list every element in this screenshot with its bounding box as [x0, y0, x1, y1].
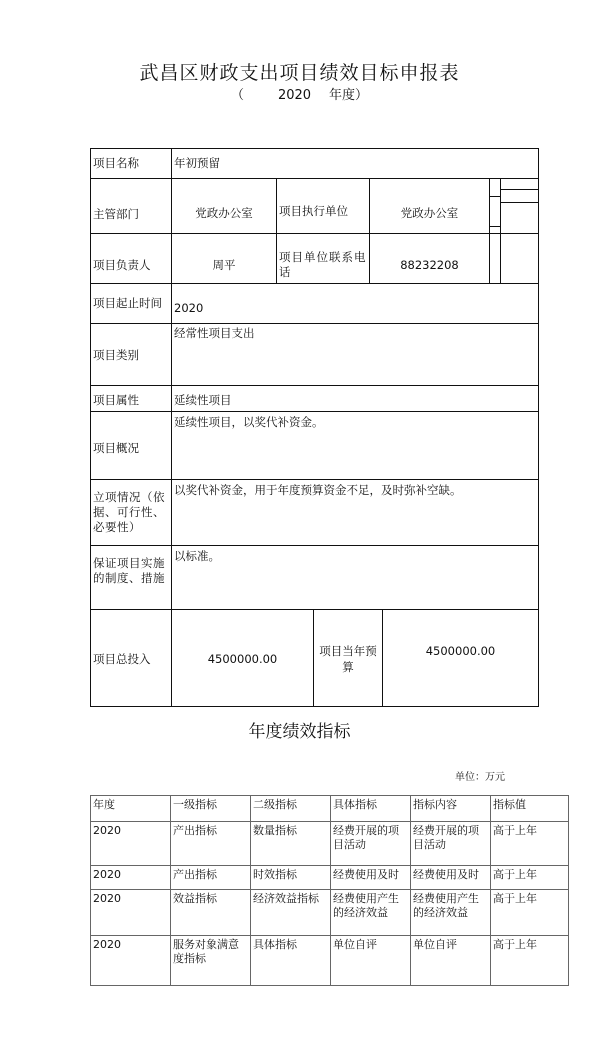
- dept-label: 主管部门: [93, 207, 139, 221]
- guarantee-value: 以标准。: [174, 549, 220, 563]
- table-cell: 时效指标: [251, 866, 331, 890]
- basis-label: 立项情况（依据、可行性、必要性）: [93, 490, 165, 534]
- overview-value: 延续性项目，以奖代补资金。: [174, 415, 324, 429]
- label-divider: [171, 148, 172, 707]
- table-cell: 经济效益指标: [251, 890, 331, 936]
- table-cell: 2020: [91, 936, 171, 986]
- header-cell: 一级指标: [171, 796, 251, 822]
- guarantee-label: 保证项目实施的制度、措施: [93, 556, 165, 585]
- table-header-row: [91, 796, 569, 822]
- category-value: 经常性项目支出: [174, 326, 255, 340]
- attribute-label: 项目属性: [93, 393, 139, 407]
- year-value: 2020: [277, 88, 312, 103]
- year-invest-value: 4500000.00: [425, 644, 496, 658]
- row-divider: [90, 178, 539, 179]
- table-row: [91, 822, 569, 866]
- year-line: [0, 84, 599, 103]
- overview-label: 项目概况: [93, 441, 139, 455]
- cell-divider: [500, 178, 501, 283]
- performance-table: [90, 795, 569, 986]
- table-row: [91, 866, 569, 890]
- row-divider: [90, 609, 539, 610]
- table-cell: 单位自评: [411, 936, 491, 986]
- table-cell: 经费使用产生的经济效益: [331, 890, 411, 936]
- total-value: 4500000.00: [207, 652, 278, 666]
- table-cell: 高于上年: [491, 936, 569, 986]
- table-cell: 经费开展的项目活动: [331, 822, 411, 866]
- table-cell: 2020: [91, 866, 171, 890]
- table-row: [91, 890, 569, 936]
- row-divider: [90, 479, 539, 480]
- unit-label: 单位：万元: [455, 772, 505, 783]
- table-cell: 具体指标: [251, 936, 331, 986]
- attribute-value: 延续性项目: [174, 393, 232, 407]
- row-divider: [90, 411, 539, 412]
- row-divider: [90, 233, 539, 234]
- table-cell: 效益指标: [171, 890, 251, 936]
- stray-line: [500, 189, 539, 190]
- cell-divider: [489, 178, 490, 283]
- stray-line: [489, 196, 500, 197]
- table-cell: 经费使用及时: [411, 866, 491, 890]
- header-cell: 二级指标: [251, 796, 331, 822]
- exec-unit-label: 项目执行单位: [279, 204, 348, 218]
- stray-line: [500, 202, 539, 203]
- row-divider: [90, 545, 539, 546]
- exec-unit-value: 党政办公室: [400, 206, 459, 220]
- dept-value: 党政办公室: [195, 206, 253, 220]
- owner-label: 项目负责人: [93, 258, 151, 272]
- cell-divider: [276, 178, 277, 283]
- table-cell: 产出指标: [171, 822, 251, 866]
- cell-divider: [313, 609, 314, 707]
- header-cell: 年度: [91, 796, 171, 822]
- header-cell: 具体指标: [331, 796, 411, 822]
- table-cell: 经费使用及时: [331, 866, 411, 890]
- table-cell: 2020: [91, 822, 171, 866]
- year-close: 年度）: [329, 88, 369, 103]
- contact-value: 88232208: [400, 258, 459, 272]
- table-cell: 单位自评: [331, 936, 411, 986]
- project-name-label: 项目名称: [93, 156, 139, 170]
- contact-label: 项目单位联系电话: [279, 250, 367, 279]
- row-divider: [90, 385, 539, 386]
- project-name-value: 年初预留: [174, 156, 220, 170]
- row-divider: [90, 283, 539, 284]
- table-cell: 产出指标: [171, 866, 251, 890]
- owner-value: 周平: [212, 258, 236, 272]
- table-cell: 经费使用产生的经济效益: [411, 890, 491, 936]
- document-title: 武昌区财政支出项目绩效目标申报表: [139, 62, 460, 84]
- table-cell: 2020: [91, 890, 171, 936]
- basis-value: 以奖代补资金，用于年度预算资金不足，及时弥补空缺。: [174, 483, 462, 497]
- row-divider: [90, 323, 539, 324]
- table-cell: 数量指标: [251, 822, 331, 866]
- header-cell: 指标内容: [411, 796, 491, 822]
- period-value: 2020: [174, 301, 204, 315]
- period-label: 项目起止时间: [93, 296, 162, 310]
- table-cell: 经费开展的项目活动: [411, 822, 491, 866]
- table-row: [91, 936, 569, 986]
- stray-line: [489, 226, 500, 227]
- section-title: 年度绩效指标: [248, 722, 351, 742]
- header-cell: 指标值: [491, 796, 569, 822]
- category-label: 项目类别: [93, 348, 139, 362]
- total-label: 项目总投入: [93, 652, 151, 666]
- year-invest-label: 项目当年预算: [319, 644, 377, 674]
- table-cell: 高于上年: [491, 866, 569, 890]
- table-cell: 服务对象满意度指标: [171, 936, 251, 986]
- table-cell: 高于上年: [491, 822, 569, 866]
- table-cell: 高于上年: [491, 890, 569, 936]
- year-open: （: [230, 88, 244, 103]
